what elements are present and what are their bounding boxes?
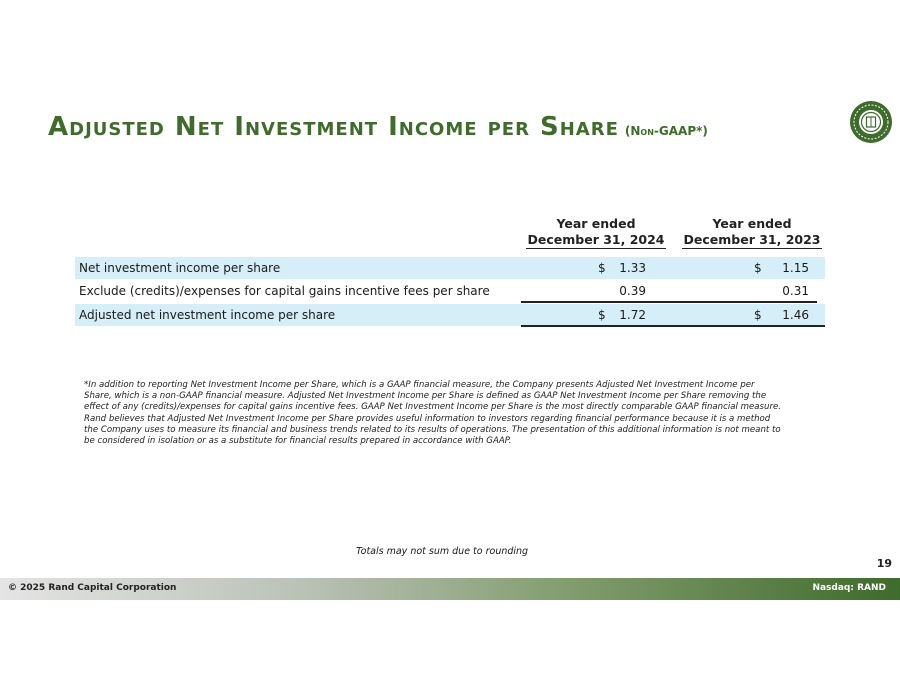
table-row-nii — [75, 257, 825, 279]
subtotal-rule — [521, 301, 817, 303]
rounding-note: Totals may not sum due to rounding — [356, 546, 529, 557]
column-header-2024 — [526, 216, 666, 249]
currency-symbol: $ — [754, 261, 762, 275]
row-label: Adjusted net investment income per share — [79, 308, 336, 322]
footnote: *In addition to reporting Net Investment Income per Share, which is a GAAP financial measure, the Company presents Adjusted Net Investment Income per Share, which is a non-GAAP financial measure. Adjusted Net Investment Income per Share is defined as GAAP Net Investment Income per Share removing the effect of any (credits)/expenses for capital gains incentive fees. GAAP Net Investment Income per Share is the most directly comparable GAAP financial measure. Rand believes that Adjusted Net Investment Income per Share provides useful information to investors regarding financial performance because it is a method the Company uses to measure its financial and business trends related to its results of operations. The presentation of this additional information is not meant to be considered in isolation or as a substitute for financial results prepared in accordance with GAAP. — [84, 380, 782, 447]
currency-symbol: $ — [598, 261, 606, 275]
total-rule — [521, 325, 825, 327]
title-qualifier: (Non-GAAP*) — [624, 124, 708, 138]
ticker-symbol: Nasdaq: RAND — [812, 583, 886, 593]
value-2024: 0.39 — [619, 284, 646, 298]
page-title — [48, 112, 708, 142]
row-label: Net investment income per share — [79, 261, 281, 275]
column-header-line1: Year ended — [556, 216, 636, 231]
column-header-line2: December 31, 2023 — [683, 232, 821, 247]
rand-capital-seal-icon — [849, 100, 893, 144]
value-2023: 0.31 — [782, 284, 809, 298]
table-row-exclusion — [75, 280, 825, 302]
footer-bar — [0, 578, 900, 600]
row-label: Exclude (credits)/expenses for capital gains incentive fees per share — [79, 284, 490, 298]
currency-symbol: $ — [754, 308, 762, 322]
title-main: Adjusted Net Investment Income per Share — [48, 112, 619, 142]
value-2023: 1.15 — [782, 261, 809, 275]
value-2023: 1.46 — [782, 308, 809, 322]
column-header-2023 — [682, 216, 822, 249]
table-row-adjusted-nii — [75, 304, 825, 326]
currency-symbol: $ — [598, 308, 606, 322]
column-header-line2: December 31, 2024 — [527, 232, 665, 247]
column-header-line1: Year ended — [712, 216, 792, 231]
page-number: 19 — [876, 557, 892, 570]
value-2024: 1.33 — [619, 261, 646, 275]
value-2024: 1.72 — [619, 308, 646, 322]
copyright: © 2025 Rand Capital Corporation — [8, 583, 177, 593]
